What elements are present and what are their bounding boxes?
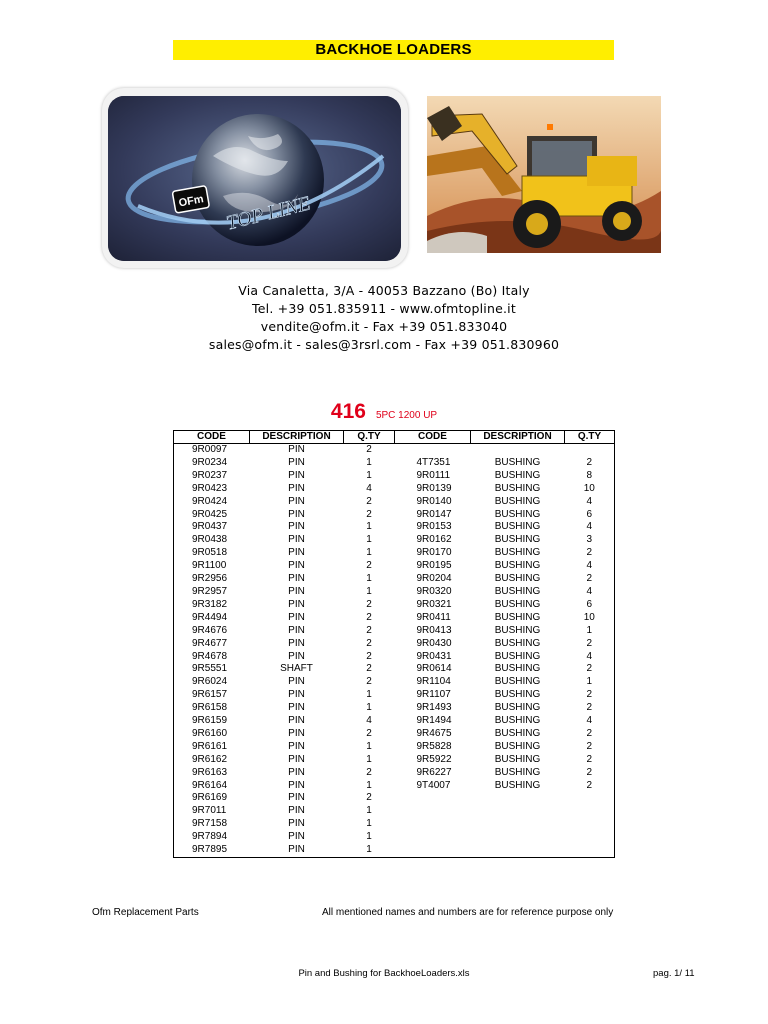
cell-qty: 4 bbox=[366, 715, 372, 727]
contact-address: Via Canaletta, 3/A - 40053 Bazzano (Bo) Italy bbox=[238, 283, 530, 298]
cell-qty: 2 bbox=[366, 727, 372, 739]
model-number: 416 bbox=[330, 400, 366, 423]
footer-page-number: pag. 1/ 11 bbox=[653, 968, 695, 979]
cell-code-2: 9R0614 bbox=[416, 663, 452, 675]
cell-description-2: BUSHING bbox=[494, 482, 541, 494]
cell-code: 9R0437 bbox=[174, 521, 250, 534]
cell-qty-2: 2 bbox=[565, 702, 615, 715]
cell-code: 9R0237 bbox=[174, 470, 250, 483]
table-row bbox=[174, 728, 615, 741]
cell-code: 9R6163 bbox=[174, 767, 250, 780]
cell-qty: 1 bbox=[366, 779, 372, 791]
cell-qty-2 bbox=[565, 805, 615, 818]
cell-qty: 2 bbox=[366, 611, 372, 623]
cell-code-2: 9R4675 bbox=[416, 727, 452, 739]
cell-description-2: BUSHING bbox=[494, 740, 541, 752]
table-row bbox=[174, 844, 615, 857]
cell-qty-2: 4 bbox=[565, 651, 615, 664]
cell-description: PIN bbox=[288, 573, 305, 585]
cell-qty: 1 bbox=[366, 805, 372, 817]
cell-description: PIN bbox=[288, 560, 305, 572]
cell-qty-2: 10 bbox=[565, 483, 615, 496]
cell-description: PIN bbox=[288, 676, 305, 688]
globe-orbit-logo-icon bbox=[108, 96, 401, 261]
cell-code: 9R6024 bbox=[174, 676, 250, 689]
cell-description: PIN bbox=[288, 508, 305, 520]
cell-description: PIN bbox=[288, 805, 305, 817]
cell-description: PIN bbox=[288, 689, 305, 701]
table-row bbox=[174, 586, 615, 599]
cell-qty-2: 4 bbox=[565, 560, 615, 573]
cell-description-2: BUSHING bbox=[494, 650, 541, 662]
cell-description-2: BUSHING bbox=[494, 508, 541, 520]
cell-description-2 bbox=[471, 444, 565, 457]
cell-qty-2: 2 bbox=[565, 547, 615, 560]
cell-code-2: 9R0153 bbox=[416, 521, 452, 533]
cell-code-2: 9R1104 bbox=[416, 676, 451, 688]
cell-description: PIN bbox=[250, 844, 344, 857]
parts-table-body bbox=[174, 444, 615, 858]
cell-qty: 2 bbox=[366, 792, 372, 804]
parts-table bbox=[173, 430, 615, 858]
cell-description-2: BUSHING bbox=[494, 779, 541, 791]
header-code-2: CODE bbox=[395, 431, 471, 444]
cell-qty-2: 2 bbox=[565, 780, 615, 793]
cell-description-2: BUSHING bbox=[494, 547, 541, 559]
cell-description: PIN bbox=[288, 831, 305, 843]
cell-code: 9R7894 bbox=[174, 831, 250, 844]
header-qty: Q.TY bbox=[344, 431, 395, 444]
cell-description: PIN bbox=[288, 495, 305, 507]
header-code: CODE bbox=[174, 431, 250, 444]
cell-code: 9R6160 bbox=[174, 728, 250, 741]
cell-description-2: BUSHING bbox=[494, 585, 541, 597]
cell-qty: 1 bbox=[366, 702, 372, 714]
table-row bbox=[174, 534, 615, 547]
cell-description: SHAFT bbox=[280, 663, 313, 675]
footer-notice: All mentioned names and numbers are for reference purpose only bbox=[322, 907, 614, 918]
cell-code-2: 9R0431 bbox=[416, 650, 452, 662]
cell-code: 9R2957 bbox=[174, 586, 250, 599]
cell-code: 9R6161 bbox=[174, 741, 250, 754]
cell-code-2: 9R6227 bbox=[416, 766, 452, 778]
table-row bbox=[174, 805, 615, 818]
table-row bbox=[174, 612, 615, 625]
cell-code: 9R6158 bbox=[174, 702, 250, 715]
cell-code-2: 9R0320 bbox=[416, 585, 452, 597]
cell-code: 9R7158 bbox=[174, 818, 250, 831]
table-row bbox=[174, 741, 615, 754]
cell-code-2: 9R5922 bbox=[416, 753, 452, 765]
cell-qty-2: 2 bbox=[565, 689, 615, 702]
cell-qty-2: 8 bbox=[565, 470, 615, 483]
cell-description: PIN bbox=[288, 611, 305, 623]
cell-qty: 2 bbox=[366, 508, 372, 520]
contact-email-fax: vendite@ofm.it - Fax +39 051.833040 bbox=[260, 319, 508, 334]
cell-description: PIN bbox=[288, 792, 305, 804]
cell-qty-2: 4 bbox=[565, 496, 615, 509]
cell-description-2 bbox=[471, 844, 565, 857]
cell-code: 9R0234 bbox=[174, 457, 250, 470]
cell-qty-2: 2 bbox=[565, 754, 615, 767]
footer-file-name: Pin and Bushing for BackhoeLoaders.xls bbox=[298, 968, 470, 979]
table-row bbox=[174, 780, 615, 793]
cell-qty: 2 bbox=[366, 663, 372, 675]
cell-qty: 1 bbox=[366, 689, 372, 701]
cell-description: PIN bbox=[288, 766, 305, 778]
cell-qty-2: 1 bbox=[565, 676, 615, 689]
cell-qty: 1 bbox=[366, 573, 372, 585]
cell-description: PIN bbox=[288, 585, 305, 597]
cell-description: PIN bbox=[288, 469, 305, 481]
cell-description: PIN bbox=[288, 715, 305, 727]
cell-code-2: 9R0413 bbox=[416, 624, 452, 636]
cell-qty-2 bbox=[565, 831, 615, 844]
cell-code-2: 9T4007 bbox=[416, 779, 451, 791]
cell-description: PIN bbox=[288, 650, 305, 662]
cell-qty: 1 bbox=[344, 844, 395, 857]
cell-code: 9R6159 bbox=[174, 715, 250, 728]
cell-code: 9R4494 bbox=[174, 612, 250, 625]
cell-qty-2: 6 bbox=[565, 509, 615, 522]
cell-code: 9R0424 bbox=[174, 496, 250, 509]
cell-description-2: BUSHING bbox=[494, 611, 541, 623]
logo-badge-text: OFm bbox=[177, 193, 205, 210]
cell-description: PIN bbox=[288, 779, 305, 791]
cell-description-2: BUSHING bbox=[494, 495, 541, 507]
cell-qty-2: 4 bbox=[565, 715, 615, 728]
cell-qty: 2 bbox=[366, 560, 372, 572]
model-heading bbox=[0, 400, 768, 424]
cell-code: 9R0425 bbox=[174, 509, 250, 522]
table-row bbox=[174, 599, 615, 612]
cell-description: PIN bbox=[288, 637, 305, 649]
cell-code-2: 9R1493 bbox=[416, 702, 452, 714]
cell-code-2: 9R0321 bbox=[416, 598, 452, 610]
cell-qty: 1 bbox=[366, 547, 372, 559]
cell-qty-2: 2 bbox=[565, 767, 615, 780]
table-row bbox=[174, 625, 615, 638]
cell-qty-2 bbox=[565, 844, 615, 857]
cell-qty-2: 2 bbox=[565, 638, 615, 651]
cell-qty: 1 bbox=[366, 831, 372, 843]
cell-qty-2 bbox=[565, 444, 615, 457]
cell-code: 9R4676 bbox=[174, 625, 250, 638]
header-description-2: DESCRIPTION bbox=[471, 431, 565, 444]
cell-code-2: 9R0430 bbox=[416, 637, 452, 649]
table-row bbox=[174, 573, 615, 586]
cell-description-2: BUSHING bbox=[494, 715, 541, 727]
cell-description-2: BUSHING bbox=[494, 624, 541, 636]
cell-qty: 2 bbox=[366, 444, 372, 455]
cell-qty-2: 6 bbox=[565, 599, 615, 612]
model-subtitle: 5PC 1200 UP bbox=[375, 410, 438, 421]
table-row bbox=[174, 767, 615, 780]
backhoe-loader-photo-icon bbox=[427, 96, 661, 253]
cell-description-2: BUSHING bbox=[494, 663, 541, 675]
cell-qty-2 bbox=[565, 818, 615, 831]
cell-code-2: 9R0170 bbox=[416, 547, 452, 559]
cell-description: PIN bbox=[288, 624, 305, 636]
cell-description-2: BUSHING bbox=[494, 676, 541, 688]
table-row bbox=[174, 496, 615, 509]
cell-code: 9R7895 bbox=[174, 844, 250, 857]
table-row bbox=[174, 689, 615, 702]
cell-qty: 2 bbox=[366, 637, 372, 649]
cell-code: 9R1100 bbox=[174, 560, 250, 573]
cell-description-2: BUSHING bbox=[494, 766, 541, 778]
cell-description: PIN bbox=[288, 456, 305, 468]
cell-description-2: BUSHING bbox=[494, 560, 541, 572]
cell-code: 9R4677 bbox=[174, 638, 250, 651]
cell-description-2: BUSHING bbox=[494, 637, 541, 649]
table-row bbox=[174, 547, 615, 560]
cell-qty: 1 bbox=[366, 740, 372, 752]
table-row bbox=[174, 509, 615, 522]
table-row bbox=[174, 521, 615, 534]
cell-code-2 bbox=[395, 831, 471, 844]
cell-qty: 1 bbox=[366, 534, 372, 546]
cell-code: 9R0097 bbox=[174, 444, 250, 457]
cell-qty: 2 bbox=[366, 676, 372, 688]
cell-qty: 2 bbox=[366, 650, 372, 662]
cell-qty: 1 bbox=[366, 753, 372, 765]
cell-description-2: BUSHING bbox=[494, 753, 541, 765]
cell-description-2: BUSHING bbox=[494, 469, 541, 481]
table-row bbox=[174, 483, 615, 496]
table-row bbox=[174, 444, 615, 457]
cell-description-2: BUSHING bbox=[494, 702, 541, 714]
cell-description: PIN bbox=[288, 482, 305, 494]
cell-qty-2: 2 bbox=[565, 728, 615, 741]
cell-code: 9R7011 bbox=[174, 805, 250, 818]
cell-qty: 1 bbox=[366, 585, 372, 597]
contact-sales: sales@ofm.it - sales@3rsrl.com - Fax +39 051.830960 bbox=[208, 337, 560, 352]
cell-code-2: 9R1494 bbox=[416, 715, 452, 727]
cell-qty: 2 bbox=[366, 598, 372, 610]
cell-qty: 2 bbox=[366, 624, 372, 636]
contact-phone-web: Tel. +39 051.835911 - www.ofmtopline.it bbox=[252, 301, 516, 316]
table-row bbox=[174, 676, 615, 689]
cell-code-2: 9R0139 bbox=[416, 482, 452, 494]
cell-code-2 bbox=[395, 444, 471, 457]
document-title: BACKHOE LOADERS bbox=[173, 40, 614, 60]
table-row bbox=[174, 651, 615, 664]
cell-description-2: BUSHING bbox=[494, 598, 541, 610]
cell-description: PIN bbox=[288, 702, 305, 714]
cell-code: 9R6162 bbox=[174, 754, 250, 767]
cell-code: 9R4678 bbox=[174, 651, 250, 664]
table-row bbox=[174, 638, 615, 651]
cell-description: PIN bbox=[288, 753, 305, 765]
footer-company: Ofm Replacement Parts bbox=[92, 907, 199, 918]
cell-qty-2: 3 bbox=[565, 534, 615, 547]
table-row bbox=[174, 470, 615, 483]
cell-qty: 1 bbox=[366, 521, 372, 533]
table-row bbox=[174, 457, 615, 470]
cell-description: PIN bbox=[288, 740, 305, 752]
cell-description-2: BUSHING bbox=[494, 456, 541, 468]
cell-code: 9R2956 bbox=[174, 573, 250, 586]
cell-code-2: 4T7351 bbox=[416, 456, 451, 468]
cell-description-2 bbox=[471, 792, 565, 805]
cell-qty-2: 2 bbox=[565, 741, 615, 754]
cell-code-2: 9R0195 bbox=[416, 560, 452, 572]
cell-qty-2 bbox=[565, 792, 615, 805]
cell-description-2: BUSHING bbox=[494, 573, 541, 585]
cell-code: 9R0423 bbox=[174, 483, 250, 496]
cell-description: PIN bbox=[288, 818, 305, 830]
header-description: DESCRIPTION bbox=[250, 431, 344, 444]
cell-qty: 1 bbox=[366, 456, 372, 468]
cell-code-2: 9R0111 bbox=[416, 469, 451, 481]
table-row bbox=[174, 818, 615, 831]
cell-code-2: 9R0204 bbox=[416, 573, 452, 585]
cell-description: PIN bbox=[288, 444, 305, 455]
cell-qty-2: 2 bbox=[565, 663, 615, 676]
cell-code-2: 9R5828 bbox=[416, 740, 452, 752]
cell-code: 9R0438 bbox=[174, 534, 250, 547]
logo-wordmark-text: TOP LINE bbox=[224, 192, 313, 235]
cell-description: PIN bbox=[288, 727, 305, 739]
cell-qty-2: 2 bbox=[565, 457, 615, 470]
cell-description-2 bbox=[471, 805, 565, 818]
cell-code-2 bbox=[395, 844, 471, 857]
cell-code: 9R6164 bbox=[174, 780, 250, 793]
cell-description-2: BUSHING bbox=[494, 689, 541, 701]
cell-qty: 1 bbox=[366, 469, 372, 481]
cell-code: 9R6169 bbox=[174, 792, 250, 805]
cell-description: PIN bbox=[288, 547, 305, 559]
table-row bbox=[174, 831, 615, 844]
cell-qty: 1 bbox=[366, 818, 372, 830]
header-qty-2: Q.TY bbox=[565, 431, 615, 444]
cell-code-2 bbox=[395, 818, 471, 831]
cell-qty-2: 4 bbox=[565, 521, 615, 534]
cell-code-2: 9R0147 bbox=[416, 508, 452, 520]
cell-code-2 bbox=[395, 805, 471, 818]
table-header-row bbox=[174, 431, 615, 444]
cell-description-2 bbox=[471, 818, 565, 831]
cell-qty-2: 2 bbox=[565, 573, 615, 586]
table-row bbox=[174, 754, 615, 767]
cell-description-2: BUSHING bbox=[494, 534, 541, 546]
cell-qty-2: 1 bbox=[565, 625, 615, 638]
table-row bbox=[174, 702, 615, 715]
cell-qty: 2 bbox=[366, 766, 372, 778]
cell-code: 9R0518 bbox=[174, 547, 250, 560]
cell-code-2: 9R0162 bbox=[416, 534, 452, 546]
cell-code-2 bbox=[395, 792, 471, 805]
cell-code: 9R3182 bbox=[174, 599, 250, 612]
cell-code: 9R5551 bbox=[174, 663, 250, 676]
cell-description-2 bbox=[471, 831, 565, 844]
cell-qty: 2 bbox=[366, 495, 372, 507]
cell-description: PIN bbox=[288, 521, 305, 533]
cell-qty-2: 10 bbox=[565, 612, 615, 625]
cell-qty-2: 4 bbox=[565, 586, 615, 599]
cell-description-2: BUSHING bbox=[494, 521, 541, 533]
cell-code-2: 9R0140 bbox=[416, 495, 452, 507]
cell-code-2: 9R1107 bbox=[416, 689, 451, 701]
cell-description: PIN bbox=[288, 598, 305, 610]
table-row bbox=[174, 715, 615, 728]
cell-code: 9R6157 bbox=[174, 689, 250, 702]
cell-description-2: BUSHING bbox=[494, 727, 541, 739]
table-row bbox=[174, 560, 615, 573]
table-row bbox=[174, 663, 615, 676]
table-row bbox=[174, 792, 615, 805]
cell-description: PIN bbox=[288, 534, 305, 546]
cell-qty: 4 bbox=[366, 482, 372, 494]
contact-block bbox=[0, 282, 768, 354]
cell-code-2: 9R0411 bbox=[416, 611, 451, 623]
